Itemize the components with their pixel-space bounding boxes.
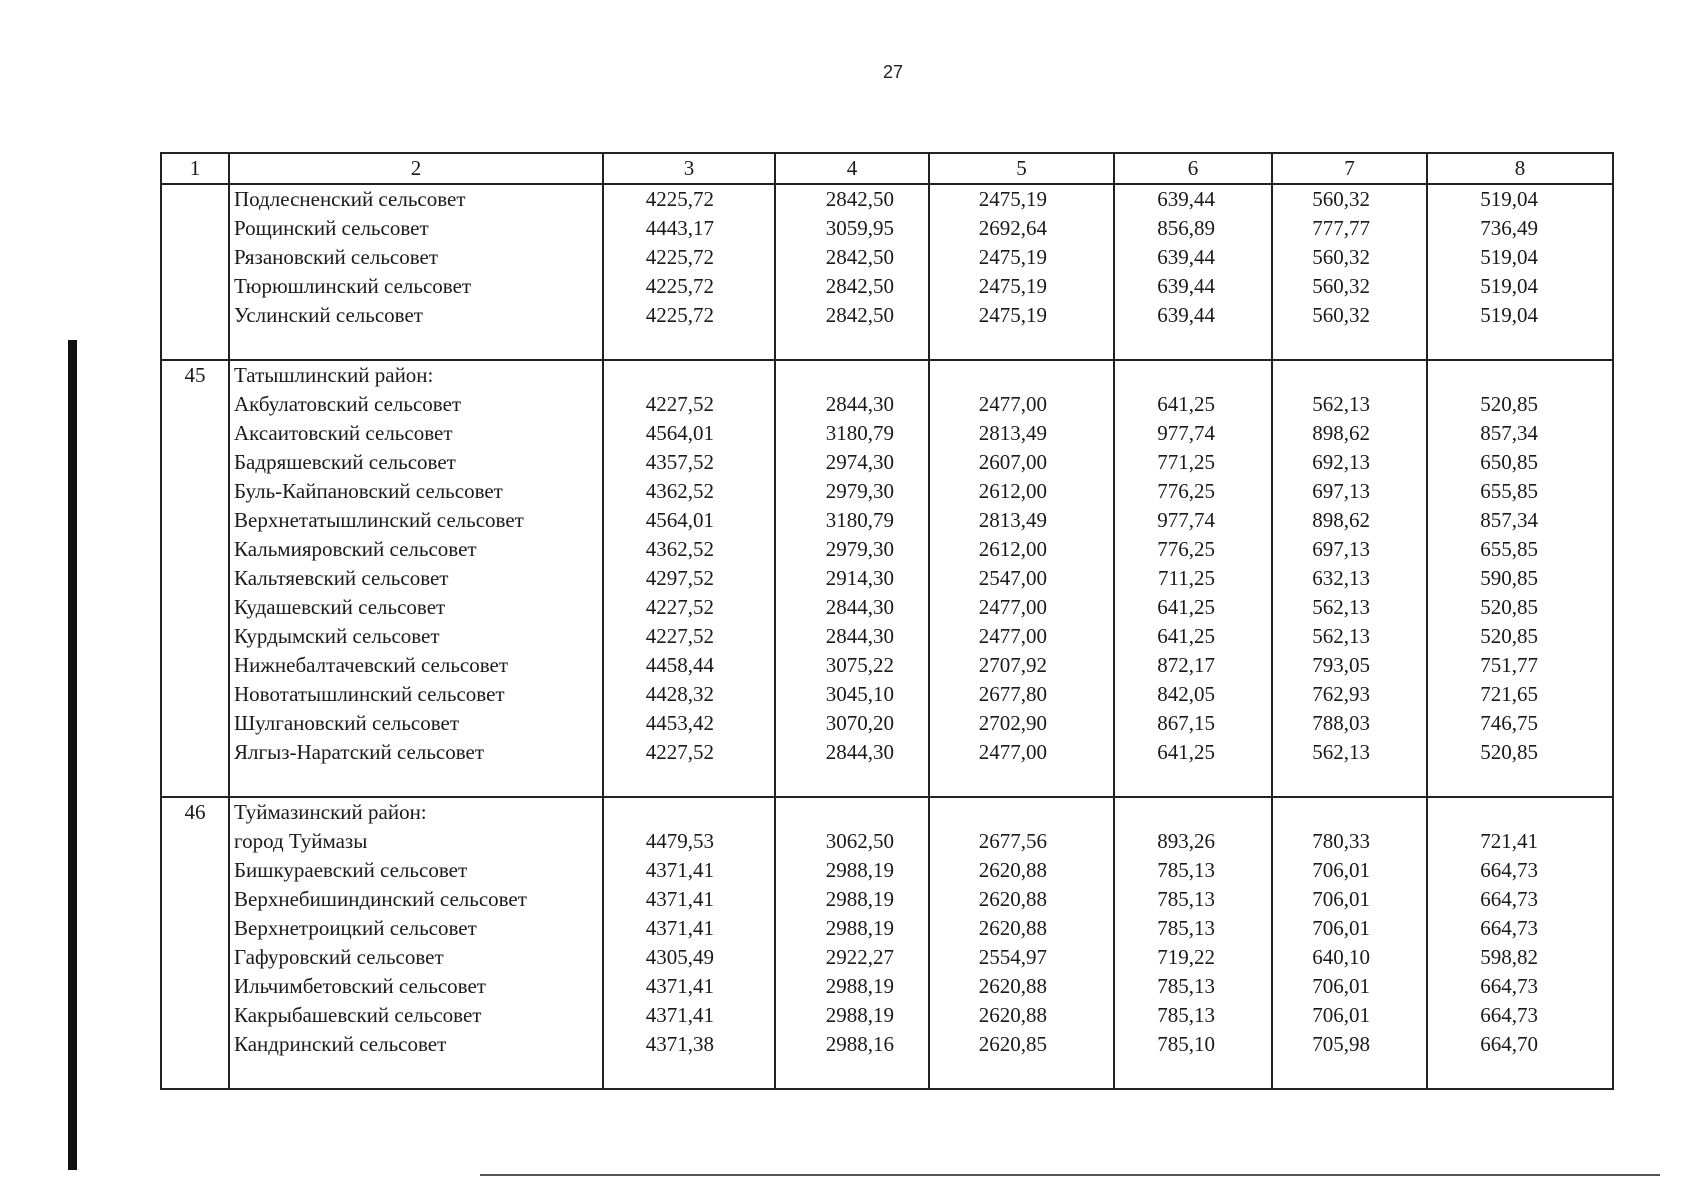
municipality-name: Гафуровский сельсовет [234,945,444,969]
tariff-value: 785,13 [1157,1003,1215,1027]
municipality-name: Новотатышлинский сельсовет [234,682,505,706]
tariff-value: 562,13 [1312,624,1370,648]
column-header: 3 [603,153,775,184]
table-section [161,184,1613,360]
tariff-value: 785,13 [1157,916,1215,940]
column-header: 8 [1427,153,1613,184]
value-column-cell [1427,184,1613,360]
heading-blank [776,798,928,827]
tariff-value: 857,34 [1480,421,1538,445]
tariff-value: 2988,16 [825,1032,894,1056]
tariff-value: 777,77 [1312,216,1370,240]
tariff-value: 2477,00 [978,740,1047,764]
tariff-value: 4371,41 [645,887,714,911]
municipality-name: Верхнебишиндинский сельсовет [234,887,527,911]
tariff-value: 4225,72 [645,187,714,211]
value-column-cell [1427,360,1613,797]
tariff-value: 780,33 [1312,829,1370,853]
tariff-value: 2554,97 [978,945,1047,969]
tariff-value: 2620,88 [978,887,1047,911]
tariff-value: 3075,22 [825,653,894,677]
tariff-value: 520,85 [1480,624,1538,648]
tariff-value: 3180,79 [825,508,894,532]
tariff-value: 520,85 [1480,740,1538,764]
tariff-value: 639,44 [1157,245,1215,269]
tariff-value: 785,13 [1157,974,1215,998]
value-column-cell [1427,797,1613,1089]
municipality-name: Бадряшевский сельсовет [234,450,456,474]
municipality-name: Ялгыз-Наратский сельсовет [234,740,485,764]
tariff-value: 2612,00 [978,479,1047,503]
table-row [161,360,1613,797]
tariff-value: 4225,72 [645,245,714,269]
municipality-name: Нижнебалтачевский сельсовет [234,653,509,677]
municipality-name: город Туймазы [234,829,368,853]
value-column-cell [929,184,1114,360]
page-number: 27 [882,62,904,82]
tariff-value: 641,25 [1157,624,1215,648]
tariff-value: 2988,19 [825,974,894,998]
tariff-value: 520,85 [1480,595,1538,619]
district-heading: Туймазинский район: [234,800,427,824]
municipality-name: Кандринский сельсовет [234,1032,447,1056]
tariff-value: 2677,80 [978,682,1047,706]
tariff-value: 4458,44 [645,653,714,677]
tariff-value: 519,04 [1480,303,1538,327]
tariff-value: 2974,30 [825,450,894,474]
tariff-value: 519,04 [1480,187,1538,211]
tariff-value: 2475,19 [978,274,1047,298]
table-header [161,153,1613,184]
tariff-value: 4362,52 [645,479,714,503]
tariff-value: 2979,30 [825,537,894,561]
section-spacer [230,767,602,796]
tariff-value: 2988,19 [825,916,894,940]
value-column-cell [775,360,929,797]
table-row [161,184,1613,360]
tariff-value: 697,13 [1312,479,1370,503]
municipality-name: Кальмияровский сельсовет [234,537,477,561]
tariff-value: 2842,50 [825,245,894,269]
tariff-value: 4357,52 [645,450,714,474]
tariff-value: 641,25 [1157,392,1215,416]
tariff-value: 2813,49 [978,508,1047,532]
municipality-name: Буль-Кайпановский сельсовет [234,479,503,503]
municipality-name: Рощинский сельсовет [234,216,429,240]
tariff-value: 639,44 [1157,187,1215,211]
tariff-value: 664,73 [1480,974,1538,998]
name-cell [229,184,603,360]
tariff-value: 977,74 [1157,508,1215,532]
municipality-name: Услинский сельсовет [234,303,423,327]
tariff-value: 706,01 [1312,1003,1370,1027]
name-cell [229,360,603,797]
value-column-cell [1114,184,1272,360]
column-header: 4 [775,153,929,184]
tariff-value: 785,10 [1157,1032,1215,1056]
tariff-value: 4564,01 [645,421,714,445]
tariff-value: 4297,52 [645,566,714,590]
column-header: 7 [1272,153,1427,184]
name-cell [229,797,603,1089]
tariff-value: 4428,32 [645,682,714,706]
tariff-value: 4479,53 [645,829,714,853]
section-number-cell [161,184,229,360]
tariff-value: 771,25 [1157,450,1215,474]
heading-blank [1115,798,1271,827]
value-column-cell [1272,184,1427,360]
tariff-value: 2988,19 [825,887,894,911]
section-number [162,185,228,214]
tariff-value: 2620,85 [978,1032,1047,1056]
tariff-value: 2692,64 [978,216,1047,240]
tariff-value: 4371,41 [645,974,714,998]
tariff-value: 711,25 [1158,566,1215,590]
municipality-name: Подлесненский сельсовет [234,187,466,211]
tariff-value: 842,05 [1157,682,1215,706]
tariff-value: 4371,41 [645,858,714,882]
header-row [161,153,1613,184]
value-column-cell [603,184,775,360]
value-column-cell [929,797,1114,1089]
tariff-value: 977,74 [1157,421,1215,445]
section-number: 46 [184,800,206,824]
tariff-value: 2702,90 [978,711,1047,735]
tariff-value: 4371,38 [645,1032,714,1056]
column-header: 2 [229,153,603,184]
tariff-value: 2988,19 [825,1003,894,1027]
tariff-value: 2475,19 [978,303,1047,327]
tariff-value: 2620,88 [978,916,1047,940]
tariff-value: 736,49 [1480,216,1538,240]
tariff-value: 562,13 [1312,595,1370,619]
value-column-cell [1114,360,1272,797]
table-row [161,797,1613,1089]
tariff-value: 562,13 [1312,392,1370,416]
tariff-value: 3180,79 [825,421,894,445]
heading-blank [930,798,1113,827]
tariff-value: 898,62 [1312,421,1370,445]
tariff-value: 872,17 [1157,653,1215,677]
tariff-value: 519,04 [1480,274,1538,298]
column-header: 1 [161,153,229,184]
tariff-value: 697,13 [1312,537,1370,561]
value-column-cell [929,360,1114,797]
tariff-value: 721,65 [1480,682,1538,706]
tariff-value: 2475,19 [978,245,1047,269]
tariff-value: 788,03 [1312,711,1370,735]
table-section [161,797,1613,1089]
tariff-value: 857,34 [1480,508,1538,532]
tariff-value: 560,32 [1312,274,1370,298]
tariff-value: 776,25 [1157,479,1215,503]
heading-blank [604,798,774,827]
municipality-name: Курдымский сельсовет [234,624,440,648]
tariff-value: 664,73 [1480,858,1538,882]
value-column-cell [775,184,929,360]
heading-blank [1428,361,1612,390]
tariff-value: 2844,30 [825,740,894,764]
tariff-value: 664,73 [1480,1003,1538,1027]
tariff-value: 655,85 [1480,537,1538,561]
tariff-value: 893,26 [1157,829,1215,853]
value-column-cell [1272,797,1427,1089]
tariff-value: 2988,19 [825,858,894,882]
tariff-value: 2475,19 [978,187,1047,211]
heading-blank [1273,798,1426,827]
tariff-value: 2677,56 [978,829,1047,853]
tariff-value: 641,25 [1157,595,1215,619]
tariff-value: 3062,50 [825,829,894,853]
tariff-value: 4227,52 [645,624,714,648]
tariff-value: 2979,30 [825,479,894,503]
municipality-name: Шулгановский сельсовет [234,711,460,735]
tariff-value: 562,13 [1312,740,1370,764]
section-spacer [230,1059,602,1088]
tariff-value: 3059,95 [825,216,894,240]
tariff-value: 664,70 [1480,1032,1538,1056]
tariff-value: 650,85 [1480,450,1538,474]
municipality-name: Рязановский сельсовет [234,245,439,269]
tariff-value: 520,85 [1480,392,1538,416]
section-spacer [230,330,602,359]
tariff-value: 2477,00 [978,624,1047,648]
heading-blank [1273,361,1426,390]
tariff-value: 776,25 [1157,537,1215,561]
municipality-name: Бишкураевский сельсовет [234,858,468,882]
tariff-value: 721,41 [1480,829,1538,853]
municipality-name: Тюрюшлинский сельсовет [234,274,472,298]
value-column-cell [1272,360,1427,797]
tariff-value: 664,73 [1480,887,1538,911]
tariff-value: 4227,52 [645,740,714,764]
municipality-name: Кальтяевский сельсовет [234,566,449,590]
tariff-value: 762,93 [1312,682,1370,706]
heading-blank [930,361,1113,390]
tariff-value: 519,04 [1480,245,1538,269]
column-header: 5 [929,153,1114,184]
page-bottom-rule [480,1174,1660,1176]
tariff-value: 2612,00 [978,537,1047,561]
tariff-value: 705,98 [1312,1032,1370,1056]
tariff-table [160,152,1614,1090]
heading-blank [1428,798,1612,827]
tariff-value: 2842,50 [825,303,894,327]
municipality-name: Какрыбашевский сельсовет [234,1003,482,1027]
tariff-value: 746,75 [1480,711,1538,735]
tariff-value: 785,13 [1157,858,1215,882]
heading-blank [604,361,774,390]
municipality-name: Аксаитовский сельсовет [234,421,453,445]
tariff-value: 706,01 [1312,974,1370,998]
tariff-value: 664,73 [1480,916,1538,940]
heading-blank [1115,361,1271,390]
table-section [161,360,1613,797]
tariff-value: 898,62 [1312,508,1370,532]
tariff-value: 641,25 [1157,740,1215,764]
tariff-value: 793,05 [1312,653,1370,677]
tariff-value: 4305,49 [645,945,714,969]
tariff-value: 2844,30 [825,595,894,619]
tariff-value: 2477,00 [978,595,1047,619]
tariff-value: 3045,10 [825,682,894,706]
tariff-table-container [160,152,1612,1090]
district-heading: Татышлинский район: [234,363,434,387]
heading-blank [776,361,928,390]
tariff-value: 856,89 [1157,216,1215,240]
tariff-value: 655,85 [1480,479,1538,503]
value-column-cell [603,797,775,1089]
value-column-cell [1114,797,1272,1089]
tariff-value: 4564,01 [645,508,714,532]
tariff-value: 590,85 [1480,566,1538,590]
tariff-value: 560,32 [1312,245,1370,269]
tariff-value: 2547,00 [978,566,1047,590]
column-header: 6 [1114,153,1272,184]
tariff-value: 2707,92 [978,653,1047,677]
tariff-value: 4371,41 [645,1003,714,1027]
tariff-value: 706,01 [1312,858,1370,882]
tariff-value: 751,77 [1480,653,1538,677]
tariff-value: 2620,88 [978,974,1047,998]
tariff-value: 640,10 [1312,945,1370,969]
tariff-value: 2922,27 [825,945,894,969]
municipality-name: Верхнетатышлинский сельсовет [234,508,524,532]
tariff-value: 692,13 [1312,450,1370,474]
tariff-value: 2914,30 [825,566,894,590]
tariff-value: 598,82 [1480,945,1538,969]
municipality-name: Верхнетроицкий сельсовет [234,916,477,940]
tariff-value: 4225,72 [645,274,714,298]
tariff-value: 2620,88 [978,1003,1047,1027]
section-number: 45 [184,363,206,387]
municipality-name: Кудашевский сельсовет [234,595,446,619]
tariff-value: 785,13 [1157,887,1215,911]
tariff-value: 2844,30 [825,392,894,416]
tariff-value: 4371,41 [645,916,714,940]
tariff-value: 4443,17 [645,216,714,240]
tariff-value: 4453,42 [645,711,714,735]
tariff-value: 3070,20 [825,711,894,735]
section-number-cell [161,797,229,1089]
tariff-value: 4227,52 [645,595,714,619]
tariff-value: 560,32 [1312,303,1370,327]
tariff-value: 632,13 [1312,566,1370,590]
tariff-value: 639,44 [1157,274,1215,298]
tariff-value: 4225,72 [645,303,714,327]
tariff-value: 706,01 [1312,887,1370,911]
tariff-value: 2607,00 [978,450,1047,474]
tariff-value: 2844,30 [825,624,894,648]
tariff-value: 4362,52 [645,537,714,561]
scan-edge-shadow [68,340,77,1170]
tariff-value: 4227,52 [645,392,714,416]
tariff-value: 2842,50 [825,274,894,298]
municipality-name: Акбулатовский сельсовет [234,392,462,416]
tariff-value: 2477,00 [978,392,1047,416]
value-column-cell [603,360,775,797]
tariff-value: 706,01 [1312,916,1370,940]
municipality-name: Ильчимбетовский сельсовет [234,974,486,998]
tariff-value: 2620,88 [978,858,1047,882]
tariff-value: 639,44 [1157,303,1215,327]
tariff-value: 2813,49 [978,421,1047,445]
section-number-cell [161,360,229,797]
tariff-value: 867,15 [1157,711,1215,735]
tariff-value: 719,22 [1157,945,1215,969]
tariff-value: 560,32 [1312,187,1370,211]
tariff-value: 2842,50 [825,187,894,211]
value-column-cell [775,797,929,1089]
